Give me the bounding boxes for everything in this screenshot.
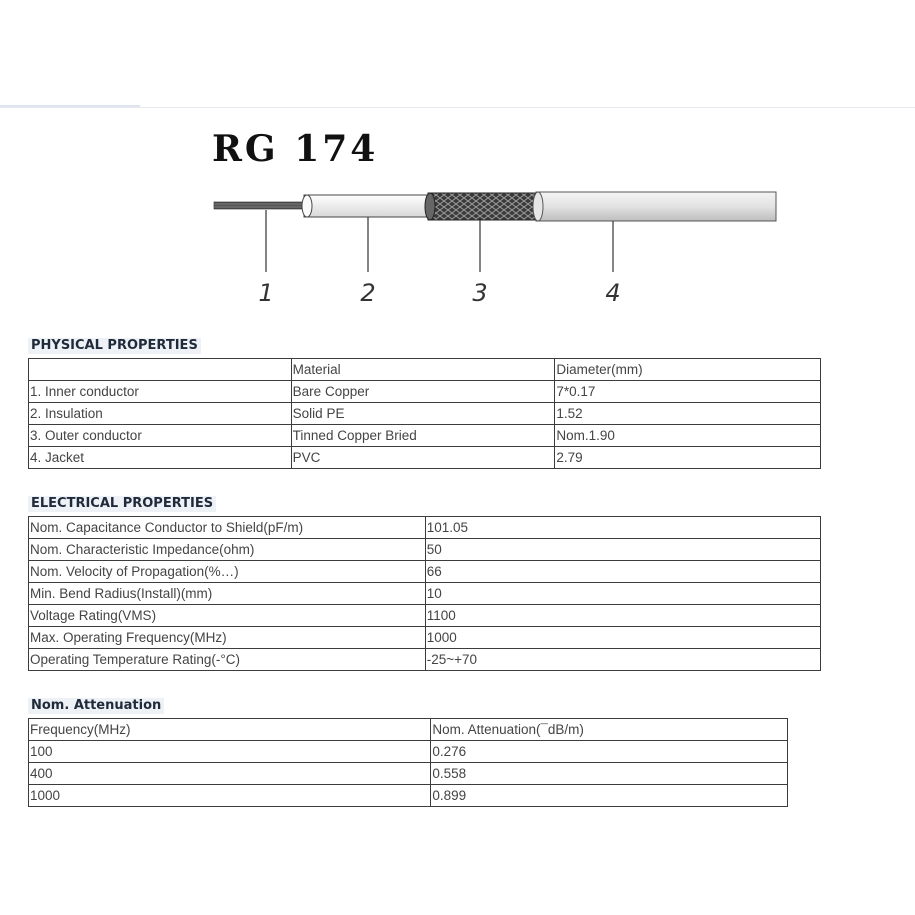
table-cell: 1100 xyxy=(425,605,820,627)
table-cell: 0.276 xyxy=(431,741,788,763)
jacket xyxy=(533,192,776,221)
table-cell: 0.899 xyxy=(431,785,788,807)
outer-conductor-braid xyxy=(425,193,538,220)
physical-properties-table xyxy=(28,358,821,469)
table-cell: 101.05 xyxy=(425,517,820,539)
electrical-properties-heading: ELECTRICAL PROPERTIES xyxy=(28,496,216,512)
table-cell: 50 xyxy=(425,539,820,561)
table-cell: PVC xyxy=(291,447,555,469)
table-cell: 66 xyxy=(425,561,820,583)
table-cell: 3. Outer conductor xyxy=(29,425,292,447)
table-header-row xyxy=(29,719,788,741)
table-cell: 400 xyxy=(29,763,431,785)
table-cell: Voltage Rating(VMS) xyxy=(29,605,426,627)
table-cell: Nom.1.90 xyxy=(555,425,821,447)
attenuation-heading: Nom. Attenuation xyxy=(28,698,164,714)
table-cell: 1. Inner conductor xyxy=(29,381,292,403)
table-row xyxy=(29,381,821,403)
table-row xyxy=(29,425,821,447)
table-cell: 2.79 xyxy=(555,447,821,469)
callout-4: 4 xyxy=(605,279,621,307)
table-cell: 7*0.17 xyxy=(555,381,821,403)
cable-cross-section-diagram xyxy=(0,180,915,310)
table-cell: Max. Operating Frequency(MHz) xyxy=(29,627,426,649)
table-row xyxy=(29,539,821,561)
insulation xyxy=(302,195,430,217)
table-row xyxy=(29,583,821,605)
top-divider xyxy=(0,107,915,108)
table-cell: 4. Jacket xyxy=(29,447,292,469)
callout-3: 3 xyxy=(472,279,488,307)
table-row xyxy=(29,447,821,469)
table-row xyxy=(29,403,821,425)
table-cell: 100 xyxy=(29,741,431,763)
inner-conductor xyxy=(214,202,306,209)
table-row xyxy=(29,561,821,583)
table-header-cell xyxy=(29,359,292,381)
table-header-cell: Material xyxy=(291,359,555,381)
table-cell: Operating Temperature Rating(-°C) xyxy=(29,649,426,671)
table-header-cell: Nom. Attenuation(¯dB/m) xyxy=(431,719,788,741)
electrical-properties-table xyxy=(28,516,821,671)
callout-1: 1 xyxy=(258,279,274,307)
table-row xyxy=(29,605,821,627)
table-cell: Nom. Capacitance Conductor to Shield(pF/m) xyxy=(29,517,426,539)
table-cell: Tinned Copper Bried xyxy=(291,425,555,447)
attenuation-table xyxy=(28,718,788,807)
table-header-cell: Diameter(mm) xyxy=(555,359,821,381)
callout-2: 2 xyxy=(360,279,376,307)
table-cell: 2. Insulation xyxy=(29,403,292,425)
table-row xyxy=(29,649,821,671)
table-cell: 1000 xyxy=(29,785,431,807)
table-cell: 0.558 xyxy=(431,763,788,785)
table-cell: Nom. Velocity of Propagation(%…) xyxy=(29,561,426,583)
product-title: RG 174 xyxy=(212,128,379,170)
table-cell: Solid PE xyxy=(291,403,555,425)
table-cell: Min. Bend Radius(Install)(mm) xyxy=(29,583,426,605)
table-row xyxy=(29,517,821,539)
table-row xyxy=(29,627,821,649)
table-cell: -25~+70 xyxy=(425,649,820,671)
table-cell: 10 xyxy=(425,583,820,605)
table-cell: Bare Copper xyxy=(291,381,555,403)
table-cell: Nom. Characteristic Impedance(ohm) xyxy=(29,539,426,561)
table-header-cell: Frequency(MHz) xyxy=(29,719,431,741)
physical-properties-heading: PHYSICAL PROPERTIES xyxy=(28,338,201,354)
table-cell: 1000 xyxy=(425,627,820,649)
table-header-row xyxy=(29,359,821,381)
table-row xyxy=(29,763,788,785)
table-row xyxy=(29,785,788,807)
table-cell: 1.52 xyxy=(555,403,821,425)
table-row xyxy=(29,741,788,763)
